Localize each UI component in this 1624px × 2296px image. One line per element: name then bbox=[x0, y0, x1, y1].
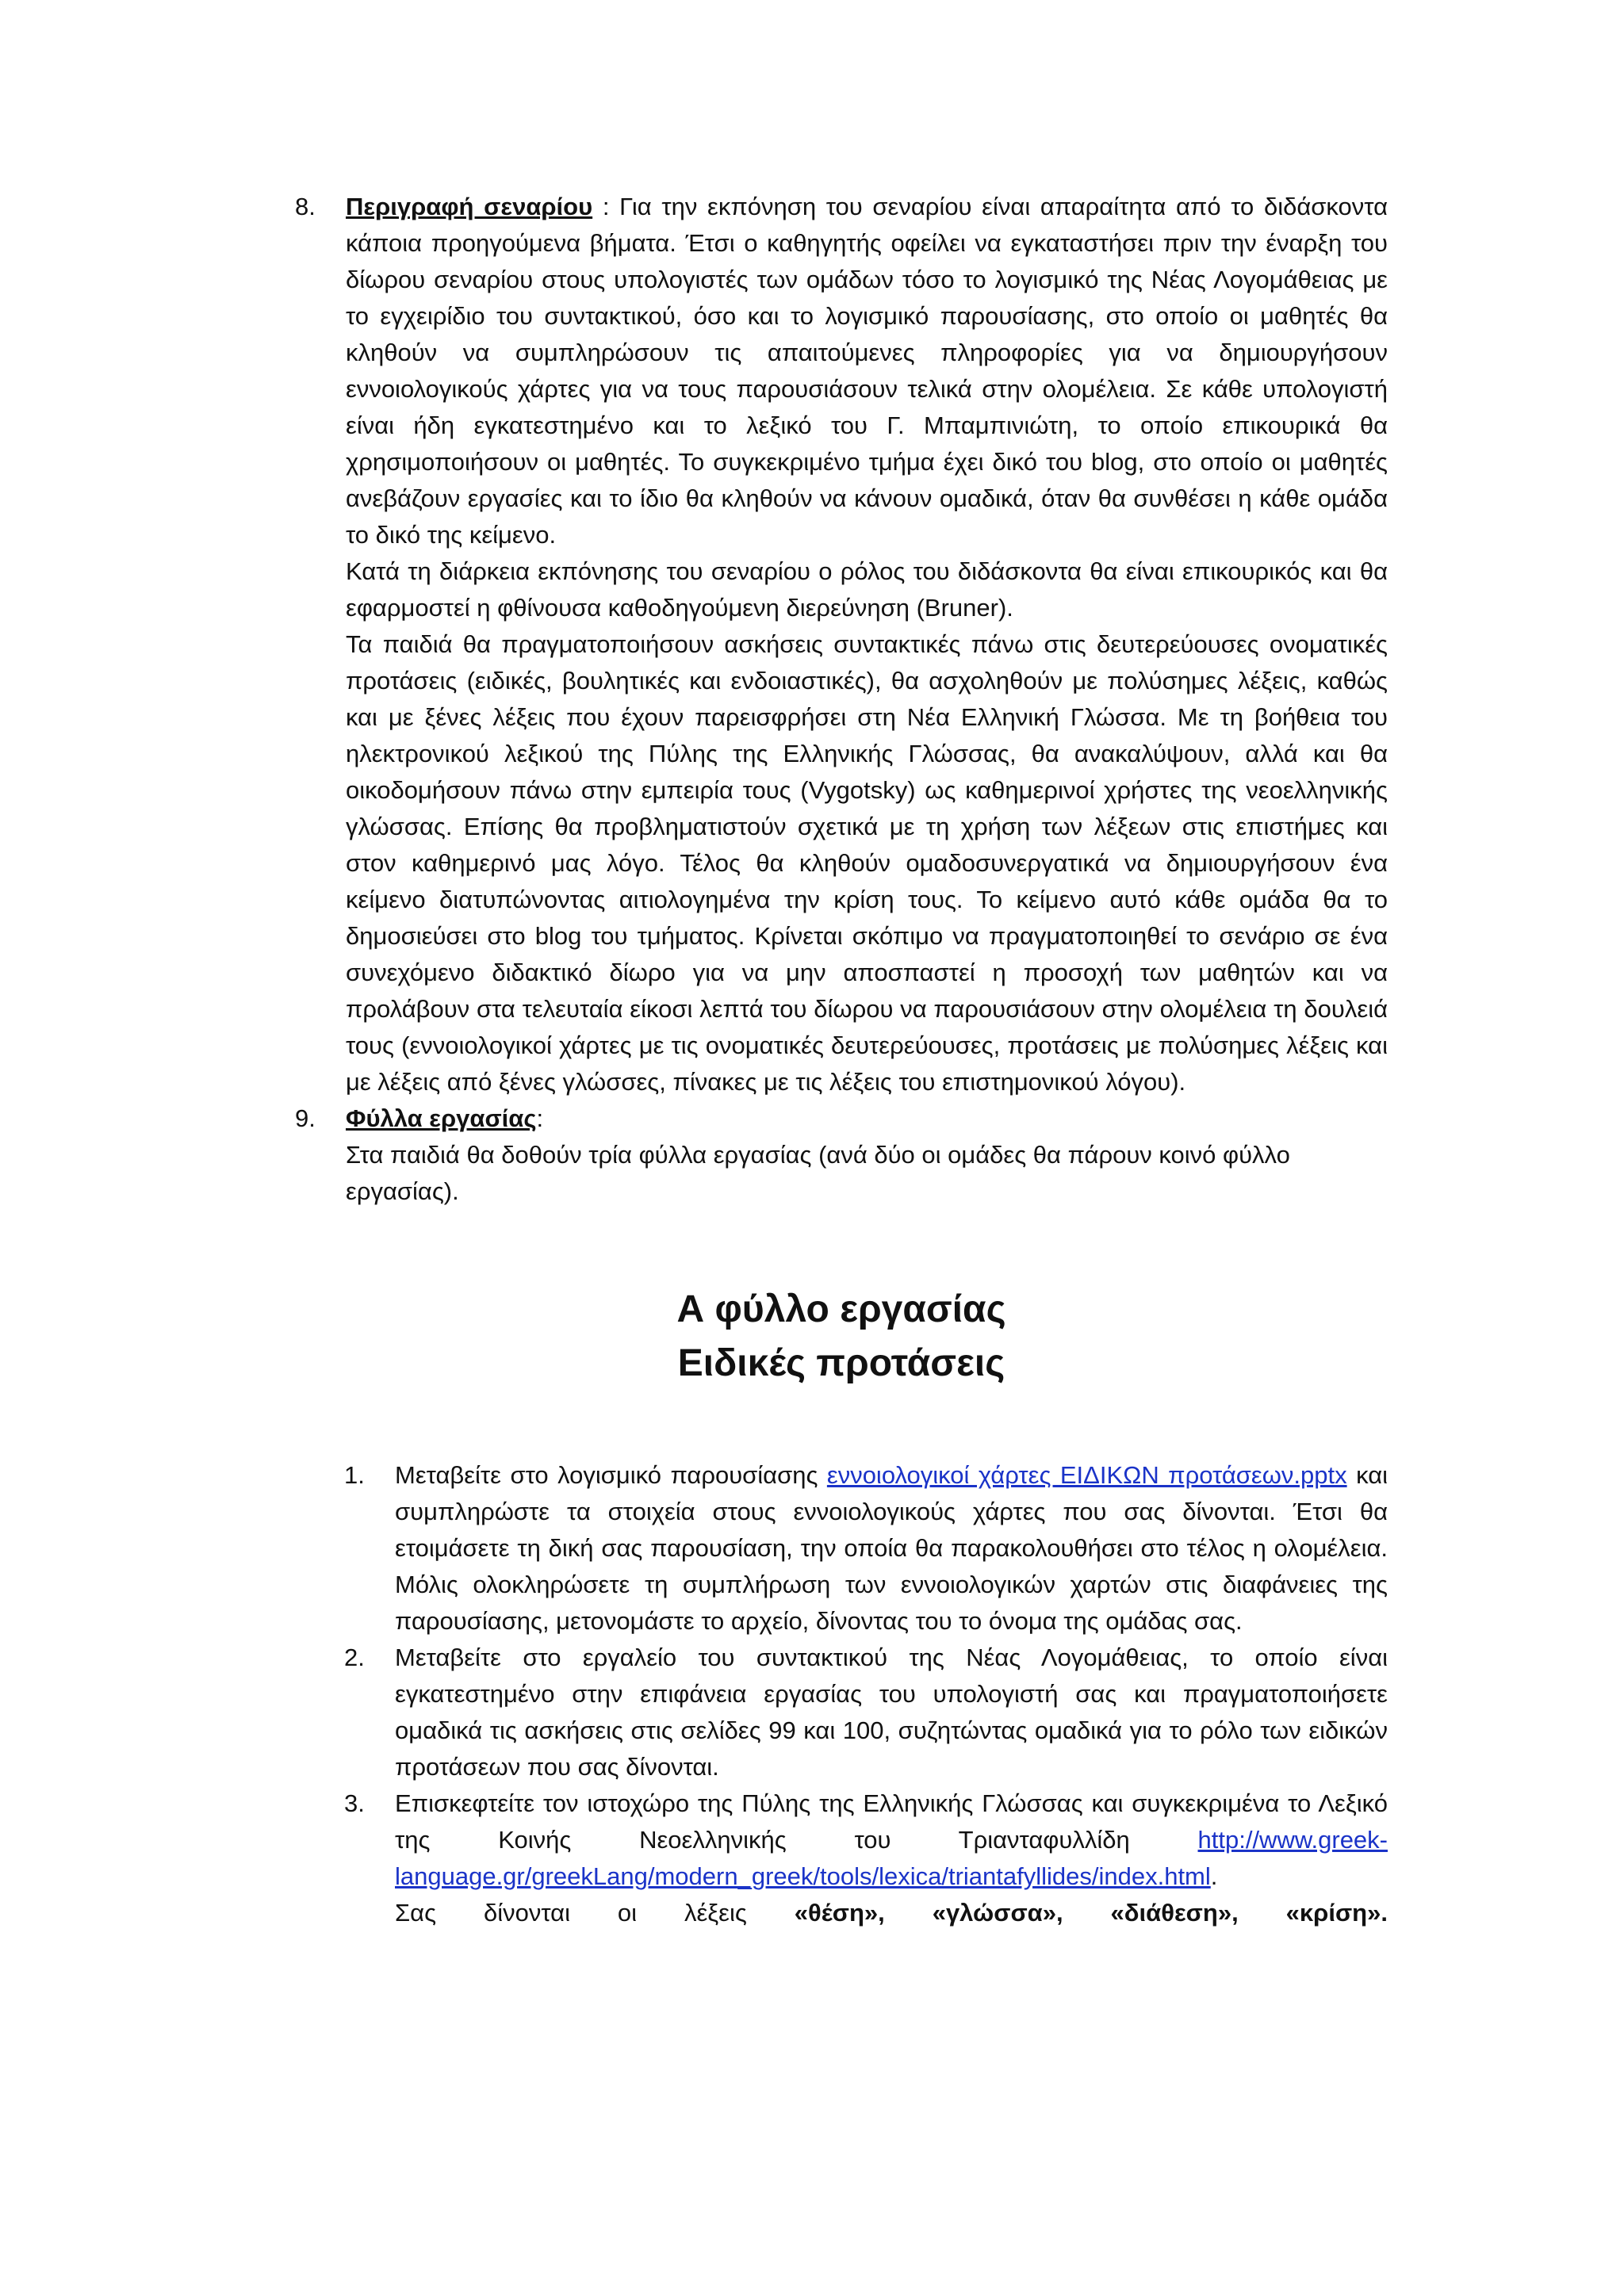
task-1 bbox=[344, 1457, 1388, 1640]
section-8-label: Περιγραφή σεναρίου bbox=[346, 193, 593, 220]
given-word-3: «διάθεση», bbox=[1110, 1899, 1239, 1927]
task-3-number: 3. bbox=[344, 1789, 365, 1817]
lexicon-url-link[interactable]: http://www.greek-language.gr/greekLang/modern_greek/tools/lexica/triantafyllides/index.html bbox=[395, 1826, 1388, 1890]
words-intro-3: οι bbox=[617, 1899, 638, 1927]
pptx-file-link[interactable]: εννοιολογικοί χάρτες ΕΙΔΙΚΩΝ προτάσεων.pptx bbox=[826, 1461, 1347, 1489]
section-8-paragraph-3: Τα παιδιά θα πραγματοποιήσουν ασκήσεις συντακτικές πάνω στις δευτερεύουσες ονοματικές προτάσεις (ειδικές, βουλητικές και ενδοιαστικές), θα ασχοληθούν με πολύσημες λέξεις, καθώς και με ξένες λέξεις που έχουν παρεισφρήσει στη Νέα Ελληνική Γλώσσα. Με τη βοήθεια του ηλεκτρονικού λεξικού της Πύλης της Ελληνικής Γλώσσας, θα ανακαλύψουν, αλλά και θα οικοδομήσουν πάνω στην εμπειρία τους (Vygotsky) ως καθημερινοί χρήστες της νεοελληνικής γλώσσας. Επίσης θα προβληματιστούν σχετικά με τη χρήση των λέξεων στις επιστήμες και στον καθημερινό μας λόγο. Τέλος θα κληθούν ομαδοσυνεργατικά να δημιουργήσουν ένα κείμενο διατυπώνοντας αιτιολογημένα την κρίση τους. Το κείμενο αυτό κάθε ομάδα θα το δημοσιεύσει στο blog του τμήματος. Κρίνεται σκόπιμο να πραγματοποιηθεί το σενάριο σε ένα συνεχόμενο διδακτικό δίωρο για να μην αποσπαστεί η προσοχή των μαθητών και να προλάβουν στα τελευταία είκοσι λεπτά του δίωρου να παρουσιάσουν στην ολομέλεια τη δουλειά τους (εννοιολογικοί χάρτες με τις ονοματικές δευτερεύουσες, προτάσεις με πολύσημες λέξεις και με λέξεις από ξένες γλώσσες, πίνακες με τις λέξεις του επιστημονικού λόγου). bbox=[346, 630, 1388, 1096]
section-8-paragraph-2: Κατά τη διάρκεια εκπόνησης του σεναρίου ο ρόλος του διδάσκοντα θα είναι επικουρικός και θα εφαρμοστεί η φθίνουσα καθοδηγούμενη διερεύνηση (Bruner). bbox=[346, 557, 1388, 622]
section-8-intro: : Για την εκπόνηση του σεναρίου είναι απαραίτητα από το διδάσκοντα κάποια προηγούμενα βήματα. Έτσι ο καθηγητής οφείλει να εγκαταστήσει πριν την έναρξη του δίωρου σεναρίου στους υπολογιστές των ομάδων τόσο το λογισμικό της Νέας Λογομάθειας με το εγχειρίδιο του συντακτικού, όσο και το λογισμικό παρουσίασης, στο οποίο οι μαθητές θα κληθούν να συμπληρώσουν τις απαιτούμενες πληροφορίες για να δημιουργήσουν εννοιολογικούς χάρτες για να τους παρουσιάσουν τελικά στην ολομέλεια. Σε κάθε υπολογιστή είναι ήδη εγκατεστημένο και το λεξικό του Γ. Μπαμπινιώτη, το οποίο επικουρικά θα χρησιμοποιήσουν οι μαθητές. Το συγκεκριμένο τμήμα έχει δικό του blog, στο οποίο οι μαθητές ανεβάζουν εργασίες και το ίδιο θα κληθούν να κάνουν ομαδικά, όταν θα συνθέσει η κάθε ομάδα το δικό της κείμενο. bbox=[346, 193, 1388, 549]
section-8 bbox=[295, 189, 1388, 1100]
task-1-text-before-link: Μεταβείτε στο λογισμικό παρουσίασης bbox=[395, 1461, 827, 1489]
given-word-2: «γλώσσα», bbox=[932, 1899, 1063, 1927]
task-3 bbox=[344, 1785, 1388, 1931]
section-9-label: Φύλλα εργασίας bbox=[346, 1104, 537, 1132]
task-3-text-after-link: . bbox=[1210, 1862, 1218, 1890]
task-2-text: Μεταβείτε στο εργαλείο του συντακτικού της Νέας Λογομάθειας, το οποίο είναι εγκατεστημένο στην επιφάνεια εργασίας του υπολογιστή σας και πραγματοποιήσετε ομαδικά τις ασκήσεις στις σελίδες 99 και 100, συζητώντας ομαδικά για το ρόλο των ειδικών προτάσεων που σας δίνονται. bbox=[395, 1644, 1388, 1781]
words-intro-2: δίνονται bbox=[483, 1899, 570, 1927]
task-2 bbox=[344, 1640, 1388, 1785]
words-intro-4: λέξεις bbox=[684, 1899, 747, 1927]
section-9-number: 9. bbox=[295, 1104, 316, 1132]
section-9-colon: : bbox=[536, 1104, 544, 1132]
task-1-number: 1. bbox=[344, 1461, 365, 1489]
task-2-number: 2. bbox=[344, 1644, 365, 1671]
page-content bbox=[295, 189, 1388, 1931]
worksheet-title-line-2: Ειδικές προτάσεις bbox=[677, 1342, 1005, 1384]
section-9-text: Στα παιδιά θα δοθούν τρία φύλλα εργασίας (ανά δύο οι ομάδες θα πάρουν κοινό φύλλο εργασίας). bbox=[346, 1141, 1290, 1205]
given-word-1: «θέση», bbox=[794, 1899, 885, 1927]
words-intro-1: Σας bbox=[395, 1899, 437, 1927]
given-words-line bbox=[395, 1895, 1388, 1931]
task-list bbox=[295, 1457, 1388, 1931]
given-word-4: «κρίση». bbox=[1285, 1899, 1388, 1927]
worksheet-title bbox=[295, 1283, 1388, 1391]
worksheet-title-line-1: Α φύλλο εργασίας bbox=[676, 1288, 1006, 1330]
task-3-text-before-link: Επισκεφτείτε τον ιστοχώρο της Πύλης της Ελληνικής Γλώσσας και συγκεκριμένα το Λεξικό της Κοινής Νεοελληνικής του Τριανταφυλλίδη bbox=[395, 1789, 1388, 1854]
section-9 bbox=[295, 1100, 1388, 1210]
section-8-number: 8. bbox=[295, 193, 316, 220]
task-1-text-after-link: και συμπληρώστε τα στοιχεία στους εννοιολογικούς χάρτες που σας δίνονται. Έτσι θα ετοιμάσετε τη δική σας παρουσίαση, την οποία θα παρακολουθήσει στο τέλος η ολομέλεια. Μόλις ολοκληρώσετε τη συμπλήρωση των εννοιολογικών χαρτών στις διαφάνειες της παρουσίασης, μετονομάστε το αρχείο, δίνοντας του το όνομα της ομάδας σας. bbox=[395, 1461, 1388, 1635]
